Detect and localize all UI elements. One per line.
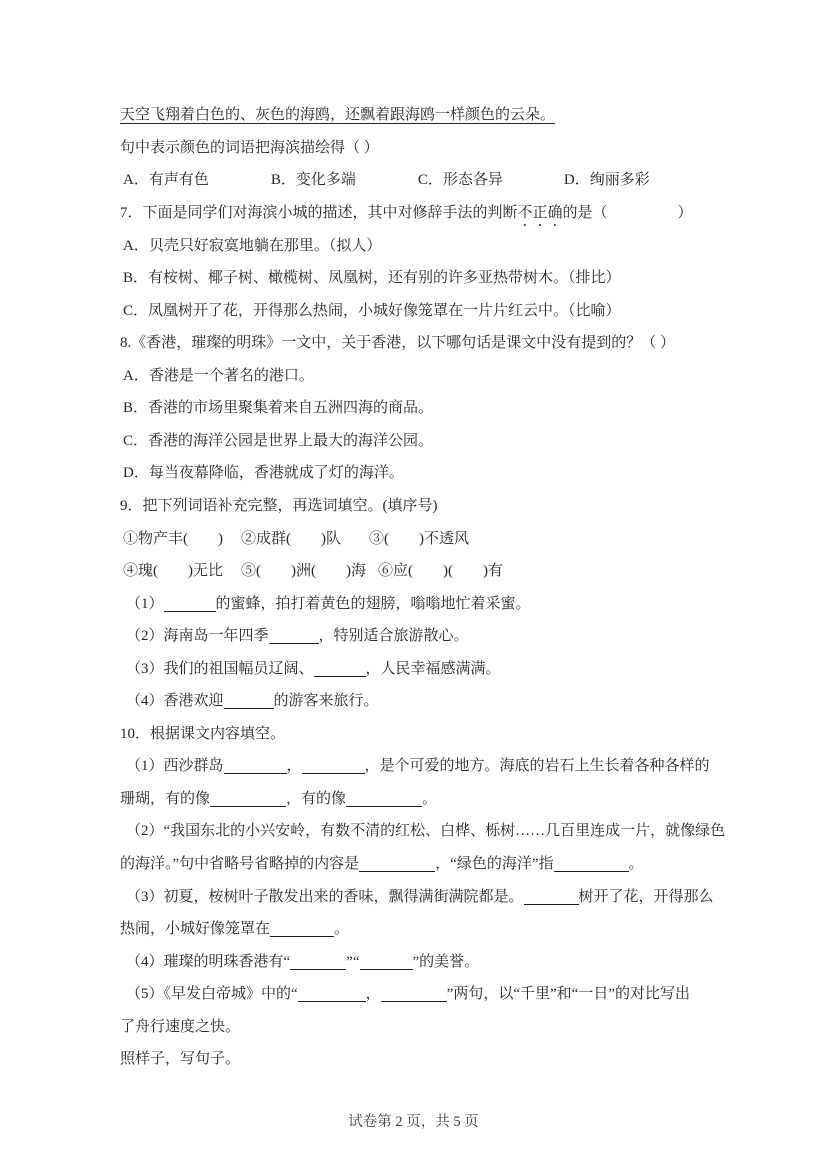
spacer xyxy=(608,216,678,217)
underlined-sentence: 天空飞翔着白色的、灰色的海鸥，还飘着跟海鸥一样颜色的云朵。 xyxy=(120,107,556,123)
answer-blank xyxy=(554,870,629,872)
text-run: 热闹，小城好像笼罩在 xyxy=(120,921,271,938)
text-line xyxy=(120,685,725,718)
text-run: 8.《香港，璀璨的明珠》一文中，关于香港，以下哪句话是课文中没有提到的？（ ） xyxy=(120,335,676,352)
text-line xyxy=(120,327,725,360)
text-run: 句中表示颜色的词语把海滨描绘得（ ） xyxy=(120,139,379,156)
text-line xyxy=(120,523,725,556)
text-run: ”的美誉。 xyxy=(412,953,480,970)
text-run: 了舟行速度之快。 xyxy=(120,1018,241,1035)
footer-prefix: 试卷第 xyxy=(348,1114,396,1130)
text-run: A．香港是一个著名的港口。 xyxy=(123,367,314,384)
text-run: 9．把下列词语补充完整，再选词填空。(填序号) xyxy=(120,498,438,515)
text-line xyxy=(120,197,725,230)
exam-body xyxy=(120,99,725,1076)
text-run: 的蜜蜂，拍打着黄色的翅膀，嗡嗡地忙着采蜜。 xyxy=(215,595,531,612)
text-run: 。 xyxy=(422,790,438,807)
text-line xyxy=(120,425,725,458)
text-run: ③( )不透风 xyxy=(369,530,469,547)
text-line xyxy=(120,620,725,653)
text-line xyxy=(120,392,725,425)
text-run: ，人民幸福感满满。 xyxy=(365,660,501,677)
text-run: B．变化多端 xyxy=(270,172,356,189)
text-run: ，特别适合旅游散心。 xyxy=(318,628,469,645)
text-run: （3）初夏，桉树叶子散发出来的香味，飘得满街满院都是。 xyxy=(126,888,524,905)
footer-page-number: 2 xyxy=(395,1114,403,1130)
text-line xyxy=(120,1011,725,1044)
text-run: ②成群( )队 xyxy=(241,530,341,547)
text-run: C．香港的海洋公园是世界上最大的海洋公园。 xyxy=(123,432,434,449)
spacer xyxy=(209,183,271,184)
text-line xyxy=(120,164,725,197)
text-run: （4）璀璨的明珠香港有“ xyxy=(126,953,291,970)
answer-blank xyxy=(314,675,366,677)
text-line xyxy=(120,360,725,393)
text-run: 珊瑚，有的像 xyxy=(120,790,211,807)
text-run: ，是个可爱的地方。海底的岩石上生长着各种各样的 xyxy=(364,758,710,775)
answer-blank xyxy=(359,870,435,872)
answer-blank xyxy=(302,772,365,774)
text-line xyxy=(120,132,725,165)
spacer xyxy=(223,542,241,543)
spacer xyxy=(356,183,418,184)
spacer xyxy=(223,574,241,575)
text-run: 照样子，写句子。 xyxy=(120,1051,241,1068)
text-line xyxy=(120,262,725,295)
text-run: B．香港的市场里聚集着来自五洲四海的商品。 xyxy=(123,400,434,417)
text-run: ⑤( )洲( )海 xyxy=(241,563,366,580)
text-run: D．每当夜幕降临，香港就成了灯的海洋。 xyxy=(123,465,404,482)
text-run: （2）“我国东北的小兴安岭，有数不清的红松、白桦、栎树……几百里连成一片，就像绿色 xyxy=(126,823,726,840)
answer-blank xyxy=(164,610,216,612)
answer-blank xyxy=(290,968,346,970)
text-run: （3）我们的祖国幅员辽阔、 xyxy=(126,660,314,677)
text-line xyxy=(120,783,725,816)
text-run: （1） xyxy=(126,595,164,612)
answer-blank xyxy=(360,968,413,970)
text-run: 。 xyxy=(628,856,644,873)
text-line xyxy=(120,718,725,751)
text-run: （4）香港欢迎 xyxy=(126,693,224,710)
text-run: ，有的像 xyxy=(286,790,347,807)
spacer xyxy=(503,183,564,184)
text-run: （2）海南岛一年四季 xyxy=(126,628,269,645)
footer-suffix: 页 xyxy=(460,1114,479,1130)
text-line xyxy=(120,913,725,946)
text-line xyxy=(120,653,725,686)
footer-total-pages: 5 xyxy=(453,1114,461,1130)
text-line xyxy=(120,457,725,490)
text-run: ， xyxy=(286,758,302,775)
answer-blank xyxy=(381,1000,447,1002)
text-run: ，“绿色的海洋”指 xyxy=(435,856,554,873)
text-run: 。 xyxy=(334,921,350,938)
footer-middle: 页，共 xyxy=(402,1114,454,1130)
text-line xyxy=(120,555,725,588)
text-run: ①物产丰( ) xyxy=(123,530,223,547)
text-run: B．有桉树、椰子树、橄榄树、凤凰树，还有别的许多亚热带树木。（排比） xyxy=(123,270,621,287)
text-line xyxy=(120,230,725,263)
answer-blank xyxy=(224,707,274,709)
text-line xyxy=(120,848,725,881)
text-line xyxy=(120,750,725,783)
text-line xyxy=(120,99,725,132)
text-run: 的海洋。”句中省略号省略掉的内容是 xyxy=(120,856,360,873)
text-run: ④瑰( )无比 xyxy=(123,563,223,580)
text-run: ， xyxy=(365,986,381,1003)
text-line xyxy=(120,881,725,914)
text-run: 的游客来旅行。 xyxy=(273,693,379,710)
text-run: （5）《早发白帝城》中的“ xyxy=(126,986,298,1003)
text-run: 的是（ xyxy=(562,204,608,221)
text-line xyxy=(120,946,725,979)
text-line xyxy=(120,295,725,328)
text-run: D．绚丽多彩 xyxy=(563,172,650,189)
answer-blank xyxy=(298,1000,366,1002)
text-line xyxy=(120,978,725,1011)
text-run: A．贝壳只好寂寞地躺在那里。（拟人） xyxy=(123,237,382,254)
spacer xyxy=(341,542,369,543)
spacer xyxy=(366,574,378,575)
text-run: ”两句，以“千里”和“一日”的对比写出 xyxy=(446,986,690,1003)
page-footer xyxy=(0,1110,827,1131)
emphasized-text: 不正确 xyxy=(517,204,563,221)
text-run: ⑥应( )( )有 xyxy=(377,563,503,580)
text-line xyxy=(120,1043,725,1076)
text-run: 7．下面是同学们对海滨小城的描述，其中对修辞手法的判断 xyxy=(120,204,518,221)
text-run: ”“ xyxy=(346,953,360,970)
answer-blank xyxy=(210,805,286,807)
answer-blank xyxy=(524,903,579,905)
text-run: 10．根据课文内容填空。 xyxy=(120,725,286,742)
answer-blank xyxy=(269,642,319,644)
text-line xyxy=(120,588,725,621)
text-run: ） xyxy=(677,204,693,221)
text-line xyxy=(120,490,725,523)
text-line xyxy=(120,815,725,848)
answer-blank xyxy=(224,772,287,774)
text-run: C．凤凰树开了花，开得那么热闹，小城好像笼罩在一片片红云中。（比喻） xyxy=(123,302,621,319)
answer-blank xyxy=(346,805,422,807)
answer-blank xyxy=(270,935,334,937)
text-run: （1）西沙群岛 xyxy=(126,758,224,775)
text-run: A．有声有色 xyxy=(123,172,209,189)
text-run: 树开了花，开得那么 xyxy=(578,888,714,905)
text-run: C．形态各异 xyxy=(417,172,503,189)
